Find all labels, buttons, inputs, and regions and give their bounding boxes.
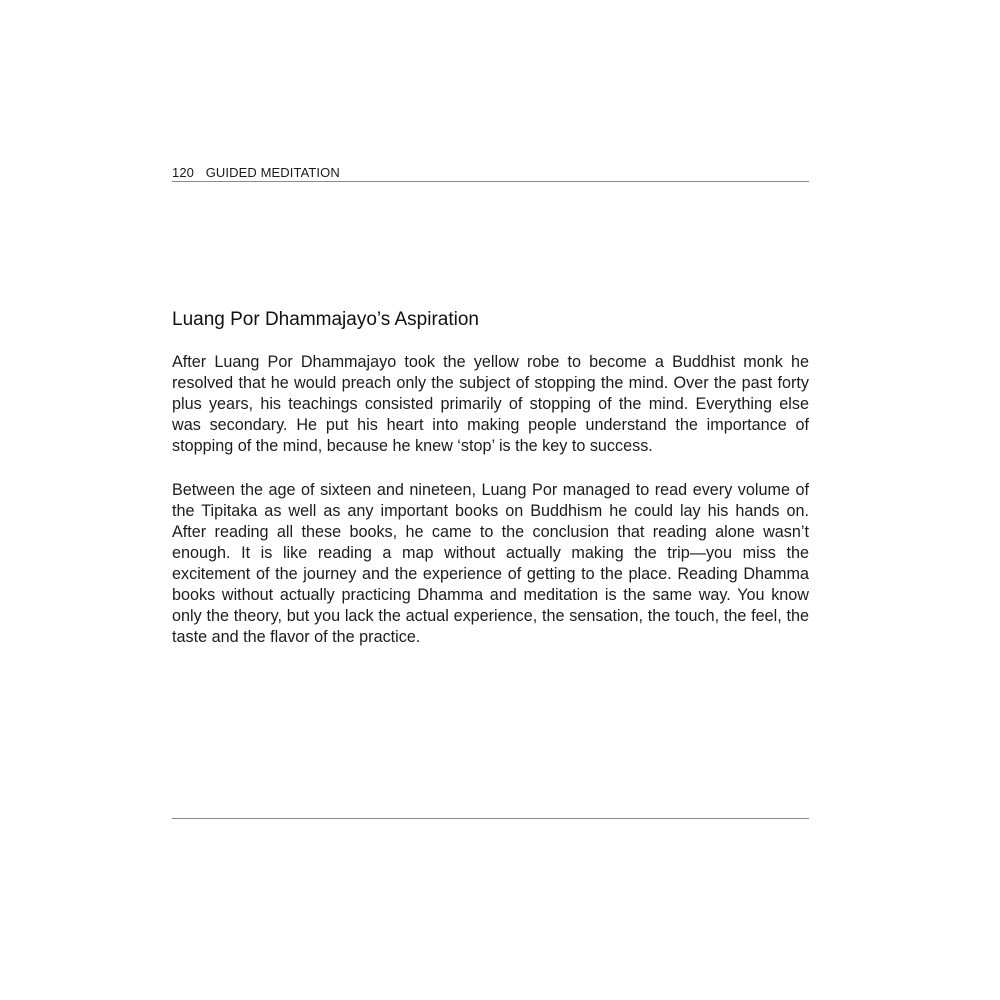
page-title: Luang Por Dhammajayo’s Aspiration	[172, 309, 479, 330]
footer-rule	[172, 818, 809, 819]
paragraph-1: After Luang Por Dhammajayo took the yellow robe to become a Buddhist monk he resolved that he would preach only the subject of stopping the mind. Over the past forty plus years, his teachings consisted primarily of stopping of the mind. Everything else was secondary. He put his heart into making people understand the importance of stopping of the mind, because he knew ‘stop’ is the key to success.	[172, 353, 809, 455]
running-head	[172, 166, 809, 180]
header-rule	[172, 181, 809, 182]
page-number: 120	[172, 165, 194, 180]
section-name: GUIDED MEDITATION	[205, 165, 340, 180]
paragraph-2: Between the age of sixteen and nineteen, Luang Por managed to read every volume of the Tipitaka as well as any important books on Buddhism he could lay his hands on. After reading all these books, he came to the conclusion that reading alone wasn’t enough. It is like reading a map without actually making the trip—you miss the excitement of the journey and the experience of getting to the place. Reading Dhamma books without actually practicing Dhamma and meditation is the same way. You know only the theory, but you lack the actual experience, the sensation, the touch, the feel, the taste and the flavor of the practice.	[172, 481, 809, 646]
